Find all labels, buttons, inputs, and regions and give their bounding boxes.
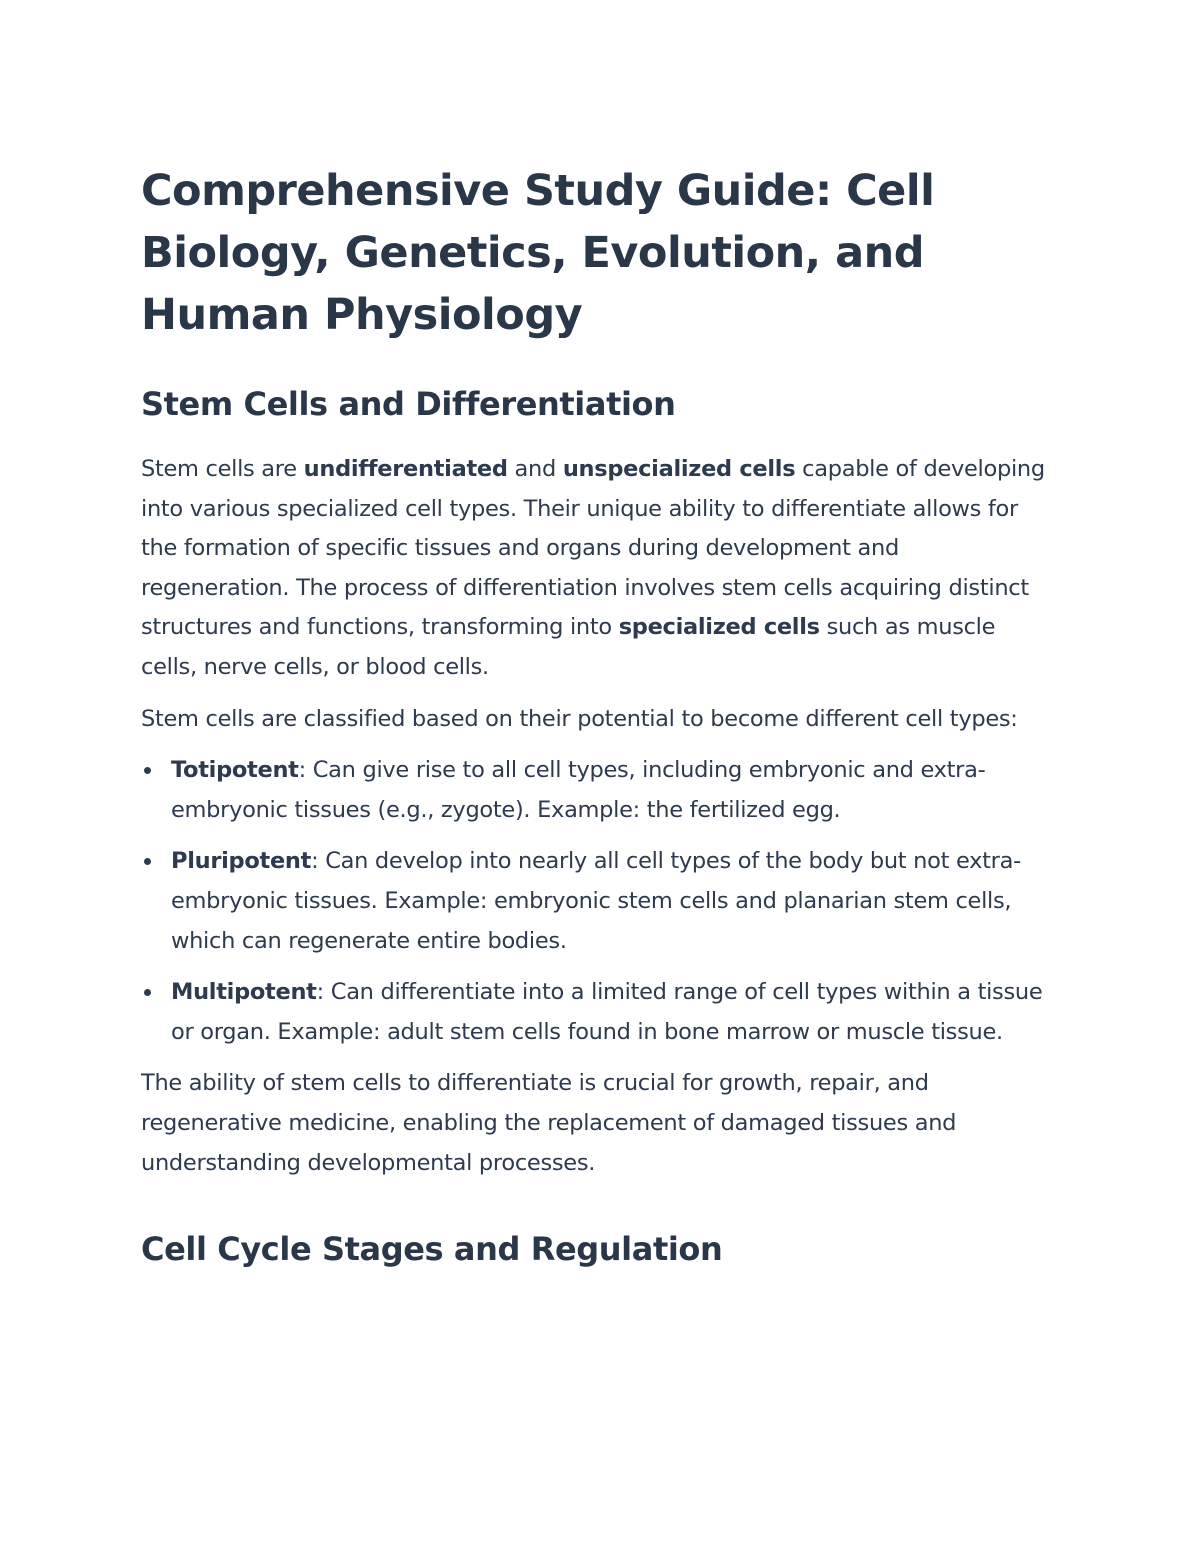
potency-list (141, 751, 1053, 1052)
list-item-totipotent (141, 751, 1053, 830)
stem-cells-intro-paragraph (141, 450, 1053, 688)
list-item-text: : Can give rise to all cell types, including embryonic and extra-embryonic tissues (e.g., zygote). Example: the fertilized egg. (171, 757, 986, 823)
bullet-dot-icon (144, 989, 151, 996)
text-run: and (507, 456, 563, 482)
section-heading-cell-cycle: Cell Cycle Stages and Regulation (141, 1230, 723, 1269)
text-run: Stem cells are (141, 456, 304, 482)
bold-term-undifferentiated: undifferentiated (303, 456, 508, 482)
document-title: Comprehensive Study Guide: Cell Biology, Genetics, Evolution, and Human Physiology (141, 166, 935, 340)
bold-term-pluripotent: Pluripotent (171, 848, 312, 875)
classification-paragraph: Stem cells are classified based on their potential to become different cell types: (141, 705, 1018, 732)
conclusion-paragraph: The ability of stem cells to differentiate is crucial for growth, repair, and regenerative medicine, enabling the replacement of damaged tissues and understanding developmental processes. (141, 1070, 957, 1176)
bold-term-unspecialized-cells: unspecialized cells (562, 456, 796, 482)
text-run: capable of developing into various specialized cell types. Their unique ability to differentiate allows for the formation of specific tissues and organs during development and regeneration. The process of differentiation involves stem cells acquiring distinct structures and functions, transforming into (141, 456, 1045, 641)
document-page (141, 160, 1053, 1271)
list-item-multipotent (141, 973, 1053, 1052)
bold-term-specialized-cells: specialized cells (618, 614, 820, 641)
text-run: such as muscle cells, nerve cells, or blood cells. (141, 614, 996, 680)
list-item-pluripotent (141, 842, 1053, 961)
bullet-dot-icon (144, 767, 151, 774)
bold-term-totipotent: Totipotent (171, 757, 299, 784)
list-item-text: : Can develop into nearly all cell types of the body but not extra-embryonic tissues. Example: embryonic stem cells and planarian stem cells, which can regenerate entire bodies. (171, 848, 1021, 954)
bold-term-multipotent: Multipotent (171, 979, 317, 1006)
section-heading-stem-cells: Stem Cells and Differentiation (141, 385, 676, 423)
bullet-dot-icon (144, 858, 151, 865)
list-item-text: : Can differentiate into a limited range of cell types within a tissue or organ. Example: adult stem cells found in bone marrow or muscle tissue. (171, 979, 1043, 1045)
